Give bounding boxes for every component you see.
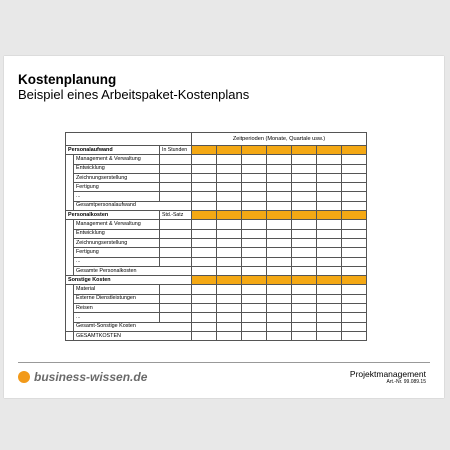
- period-cell: [317, 276, 342, 285]
- indent-cell: [66, 266, 74, 275]
- item-row: [66, 257, 367, 266]
- period-cell: [342, 257, 367, 266]
- indent-cell: [66, 183, 74, 192]
- item-row: [66, 183, 367, 192]
- table-header-row: [66, 133, 367, 146]
- period-cell: [292, 294, 317, 303]
- section-unit: In Stunden: [160, 146, 192, 155]
- period-cell: [342, 331, 367, 340]
- section-label: Personalkosten: [66, 211, 160, 220]
- item-row: [66, 192, 367, 201]
- indent-cell: [66, 322, 74, 331]
- period-cell: [317, 238, 342, 247]
- period-cell: [317, 211, 342, 220]
- period-cell: [242, 173, 267, 182]
- section-row: [66, 211, 367, 220]
- period-cell: [342, 173, 367, 182]
- period-cell: [317, 229, 342, 238]
- period-cell: [342, 220, 367, 229]
- period-cell: [292, 331, 317, 340]
- page-title: Kostenplanung: [18, 72, 117, 87]
- period-cell: [342, 192, 367, 201]
- period-cell: [192, 229, 217, 238]
- period-cell: [192, 276, 217, 285]
- period-cell: [242, 155, 267, 164]
- period-cell: [192, 146, 217, 155]
- period-cell: [342, 229, 367, 238]
- period-cell: [192, 155, 217, 164]
- item-label: Zeichnungserstellung: [74, 238, 160, 247]
- brand-label: Projektmanagement: [349, 369, 426, 379]
- period-cell: [267, 229, 292, 238]
- period-cell: [242, 164, 267, 173]
- period-cell: [342, 201, 367, 210]
- item-label: Zeichnungserstellung: [74, 173, 160, 182]
- item-row: [66, 155, 367, 164]
- period-cell: [267, 294, 292, 303]
- period-cell: [217, 266, 242, 275]
- item-label: ...: [74, 257, 160, 266]
- period-cell: [192, 313, 217, 322]
- unit-cell: [160, 183, 192, 192]
- period-cell: [267, 155, 292, 164]
- period-cell: [317, 201, 342, 210]
- period-cell: [242, 276, 267, 285]
- period-cell: [317, 313, 342, 322]
- period-cell: [342, 146, 367, 155]
- item-label: ...: [74, 192, 160, 201]
- indent-cell: [66, 155, 74, 164]
- indent-cell: [66, 192, 74, 201]
- unit-cell: [160, 304, 192, 313]
- period-cell: [242, 238, 267, 247]
- header-blank-cell: [66, 133, 192, 146]
- period-cell: [292, 211, 317, 220]
- period-cell: [292, 313, 317, 322]
- period-cell: [192, 266, 217, 275]
- period-cell: [342, 183, 367, 192]
- indent-cell: [66, 257, 74, 266]
- indent-cell: [66, 304, 74, 313]
- period-cell: [267, 183, 292, 192]
- indent-cell: [66, 294, 74, 303]
- period-cell: [342, 164, 367, 173]
- period-cell: [217, 285, 242, 294]
- period-cell: [242, 294, 267, 303]
- grand-total-row: [66, 331, 367, 340]
- item-label: Management & Verwaltung: [74, 155, 160, 164]
- total-label: Gesamte Personalkosten: [74, 266, 192, 275]
- period-cell: [342, 276, 367, 285]
- period-cell: [292, 146, 317, 155]
- unit-cell: [160, 173, 192, 182]
- period-cell: [267, 211, 292, 220]
- period-cell: [192, 211, 217, 220]
- indent-cell: [66, 201, 74, 210]
- period-cell: [317, 183, 342, 192]
- item-row: [66, 164, 367, 173]
- period-cell: [242, 248, 267, 257]
- period-cell: [192, 331, 217, 340]
- period-cell: [217, 276, 242, 285]
- item-label: Management & Verwaltung: [74, 220, 160, 229]
- item-row: [66, 173, 367, 182]
- period-cell: [217, 304, 242, 313]
- item-label: Fertigung: [74, 183, 160, 192]
- unit-cell: [160, 248, 192, 257]
- period-cell: [217, 183, 242, 192]
- period-cell: [292, 183, 317, 192]
- indent-cell: [66, 331, 74, 340]
- cost-plan-table: [65, 132, 367, 341]
- period-cell: [292, 276, 317, 285]
- period-cell: [267, 276, 292, 285]
- period-cell: [217, 146, 242, 155]
- period-cell: [292, 285, 317, 294]
- indent-cell: [66, 238, 74, 247]
- period-cell: [267, 304, 292, 313]
- section-row: [66, 276, 367, 285]
- period-cell: [292, 304, 317, 313]
- period-cell: [217, 201, 242, 210]
- unit-cell: [160, 294, 192, 303]
- period-cell: [242, 322, 267, 331]
- item-row: [66, 220, 367, 229]
- period-cell: [317, 164, 342, 173]
- period-cell: [217, 238, 242, 247]
- period-cell: [267, 146, 292, 155]
- article-number: Art.-Nr. 99.089.15: [386, 379, 426, 385]
- period-cell: [242, 201, 267, 210]
- grand-total-label: GESAMTKOSTEN: [74, 331, 192, 340]
- period-cell: [267, 238, 292, 247]
- unit-cell: [160, 164, 192, 173]
- period-cell: [217, 248, 242, 257]
- period-cell: [292, 238, 317, 247]
- period-cell: [217, 322, 242, 331]
- indent-cell: [66, 313, 74, 322]
- item-label: ...: [74, 313, 160, 322]
- period-cell: [317, 173, 342, 182]
- period-cell: [192, 183, 217, 192]
- period-cell: [317, 322, 342, 331]
- period-cell: [192, 257, 217, 266]
- document-page: [4, 56, 444, 398]
- period-cell: [317, 294, 342, 303]
- period-cell: [192, 220, 217, 229]
- section-label: Sonstige Kosten: [66, 276, 192, 285]
- period-cell: [267, 266, 292, 275]
- period-cell: [342, 238, 367, 247]
- period-cell: [267, 331, 292, 340]
- period-cell: [217, 211, 242, 220]
- period-cell: [217, 313, 242, 322]
- period-cell: [192, 238, 217, 247]
- section-label: Personalaufwand: [66, 146, 160, 155]
- period-cell: [217, 331, 242, 340]
- item-label: Entwicklung: [74, 164, 160, 173]
- period-cell: [242, 331, 267, 340]
- item-label: Externe Dienstleistungen: [74, 294, 160, 303]
- period-cell: [192, 304, 217, 313]
- period-cell: [317, 257, 342, 266]
- period-cell: [242, 220, 267, 229]
- indent-cell: [66, 164, 74, 173]
- period-cell: [192, 285, 217, 294]
- period-cell: [192, 201, 217, 210]
- period-cell: [192, 164, 217, 173]
- period-cell: [317, 304, 342, 313]
- section-unit: Std.-Satz: [160, 211, 192, 220]
- period-cell: [342, 294, 367, 303]
- item-label: Material: [74, 285, 160, 294]
- logo-dot-icon: [18, 371, 30, 383]
- period-cell: [217, 192, 242, 201]
- period-cell: [317, 155, 342, 164]
- period-cell: [292, 155, 317, 164]
- unit-cell: [160, 257, 192, 266]
- period-cell: [192, 248, 217, 257]
- period-cell: [242, 183, 267, 192]
- item-row: [66, 313, 367, 322]
- indent-cell: [66, 285, 74, 294]
- period-cell: [292, 248, 317, 257]
- period-cell: [292, 229, 317, 238]
- period-cell: [217, 173, 242, 182]
- period-cell: [242, 313, 267, 322]
- unit-cell: [160, 155, 192, 164]
- indent-cell: [66, 173, 74, 182]
- period-cell: [242, 229, 267, 238]
- unit-cell: [160, 313, 192, 322]
- period-cell: [242, 257, 267, 266]
- section-row: [66, 146, 367, 155]
- period-cell: [192, 173, 217, 182]
- period-cell: [342, 266, 367, 275]
- brand-logo: [18, 370, 147, 384]
- period-cell: [317, 146, 342, 155]
- item-row: [66, 238, 367, 247]
- period-cell: [192, 322, 217, 331]
- period-cell: [267, 192, 292, 201]
- period-cell: [292, 164, 317, 173]
- period-cell: [242, 285, 267, 294]
- period-cell: [217, 229, 242, 238]
- period-cell: [292, 220, 317, 229]
- period-cell: [217, 294, 242, 303]
- period-cell: [317, 248, 342, 257]
- period-cell: [242, 266, 267, 275]
- period-cell: [267, 201, 292, 210]
- period-cell: [317, 285, 342, 294]
- item-label: Fertigung: [74, 248, 160, 257]
- item-row: [66, 229, 367, 238]
- indent-cell: [66, 229, 74, 238]
- period-cell: [242, 146, 267, 155]
- period-cell: [292, 257, 317, 266]
- period-cell: [292, 201, 317, 210]
- period-cell: [317, 192, 342, 201]
- period-cell: [317, 331, 342, 340]
- total-row: [66, 201, 367, 210]
- item-label: Entwicklung: [74, 229, 160, 238]
- period-cell: [292, 266, 317, 275]
- period-cell: [292, 322, 317, 331]
- logo-text: business-wissen.de: [34, 370, 148, 384]
- period-cell: [342, 322, 367, 331]
- period-cell: [217, 164, 242, 173]
- item-row: [66, 285, 367, 294]
- unit-cell: [160, 238, 192, 247]
- period-cell: [267, 313, 292, 322]
- period-cell: [292, 173, 317, 182]
- period-cell: [342, 211, 367, 220]
- unit-cell: [160, 229, 192, 238]
- period-cell: [267, 173, 292, 182]
- period-cell: [342, 248, 367, 257]
- period-cell: [242, 211, 267, 220]
- period-cell: [192, 294, 217, 303]
- total-row: [66, 266, 367, 275]
- period-cell: [342, 155, 367, 164]
- indent-cell: [66, 248, 74, 257]
- period-cell: [267, 257, 292, 266]
- period-cell: [317, 220, 342, 229]
- period-cell: [267, 285, 292, 294]
- total-label: Gesamtpersonalaufwand: [74, 201, 192, 210]
- item-row: [66, 304, 367, 313]
- period-cell: [267, 248, 292, 257]
- period-cell: [317, 266, 342, 275]
- page-subtitle: Beispiel eines Arbeitspaket-Kostenplans: [18, 87, 250, 102]
- unit-cell: [160, 285, 192, 294]
- footer-divider: [18, 362, 430, 363]
- total-row: [66, 322, 367, 331]
- item-row: [66, 294, 367, 303]
- unit-cell: [160, 192, 192, 201]
- period-header: Zeitperioden (Monate, Quartale usw.): [192, 133, 367, 146]
- period-cell: [267, 322, 292, 331]
- item-label: Reisen: [74, 304, 160, 313]
- indent-cell: [66, 220, 74, 229]
- period-cell: [242, 192, 267, 201]
- period-cell: [292, 192, 317, 201]
- period-cell: [342, 304, 367, 313]
- period-cell: [217, 155, 242, 164]
- period-cell: [192, 192, 217, 201]
- period-cell: [267, 164, 292, 173]
- period-cell: [217, 220, 242, 229]
- period-cell: [217, 257, 242, 266]
- item-row: [66, 248, 367, 257]
- period-cell: [242, 304, 267, 313]
- period-cell: [267, 220, 292, 229]
- period-cell: [342, 313, 367, 322]
- total-label: Gesamt-Sonstige Kosten: [74, 322, 192, 331]
- period-cell: [342, 285, 367, 294]
- unit-cell: [160, 220, 192, 229]
